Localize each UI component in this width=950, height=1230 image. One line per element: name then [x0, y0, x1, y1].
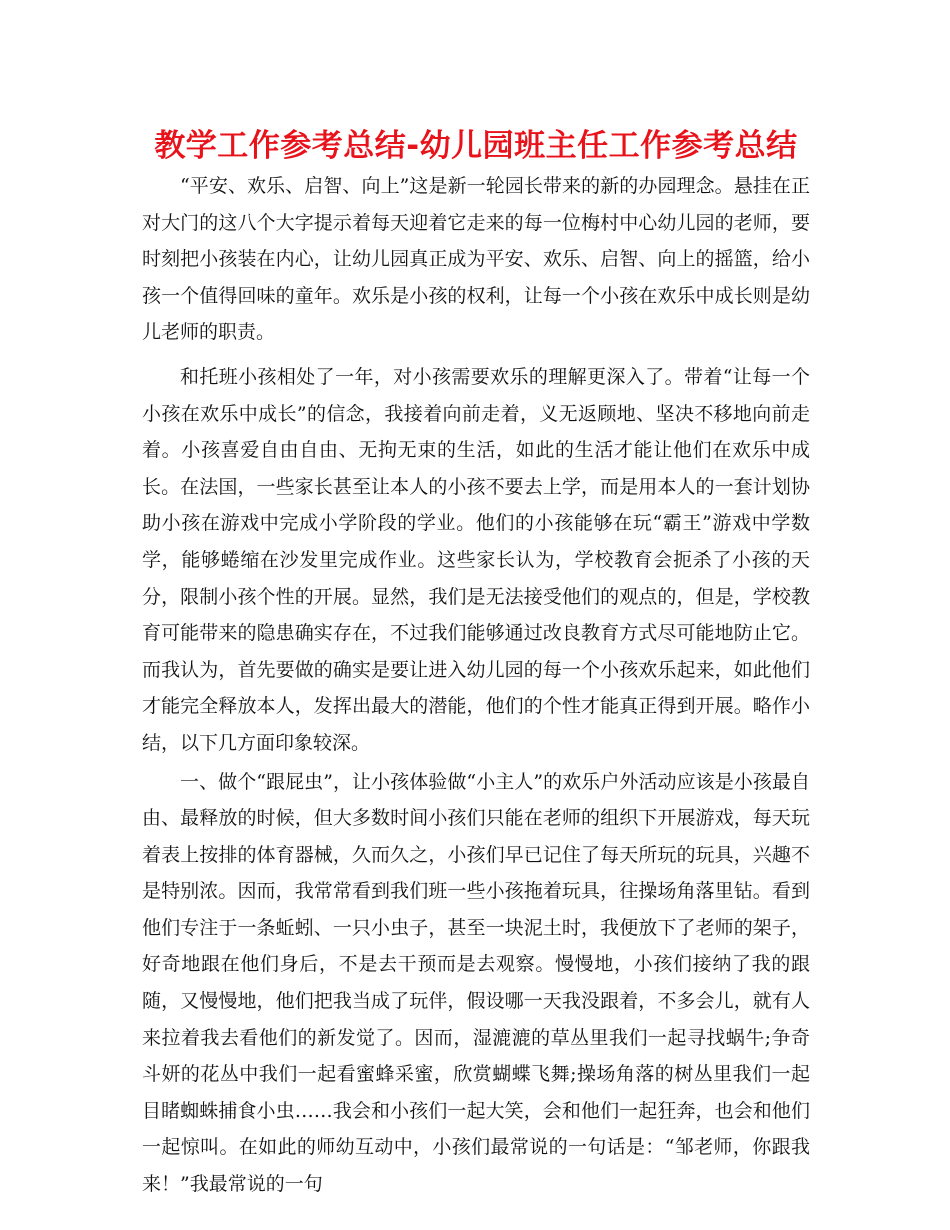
document-title: 教学工作参考总结-幼儿园班主任工作参考总结 [154, 128, 798, 164]
paragraph-experience: 和托班小孩相处了一年，对小孩需要欢乐的理解更深入了。带着“让每一个小孩在欢乐中成长”的信念，我接着向前走着，义无返顾地、坚决不移地向前走着。小孩喜爱自由自由、无拘无束的生活，如此的生活才能让他们在欢乐中成长。在法国，一些家长甚至让本人的小孩不要去上学，而是用本人的一套计划协助小孩在游戏中完成小学阶段的学业。他们的小孩能够在玩“霸王”游戏中学数学，能够蜷缩在沙发里完成作业。这些家长认为，学校教育会扼杀了小孩的天分，限制小孩个性的开展。显然，我们是无法接受他们的观点的，但是，学校教育可能带来的隐患确实存在，不过我们能够通过改良教育方式尽可能地防止它。而我认为，首先要做的确实是要让进入幼儿园的每一个小孩欢乐起来，如此他们才能完全释放本人，发挥出最大的潜能，他们的个性才能真正得到开展。略作小结，以下几方面印象较深。 [142, 365, 810, 754]
document-page [142, 124, 810, 1203]
paragraph-intro: “平安、欢乐、启智、向上”这是新一轮园长带来的新的办园理念。悬挂在正对大门的这八个大字提示着每天迎着它走来的每一位梅村中心幼儿园的老师，要时刻把小孩装在内心，让幼儿园真正成为平安、欢乐、启智、向上的摇篮，给小孩一个值得回味的童年。欢乐是小孩的权利，让每一个小孩在欢乐中成长则是幼儿老师的职责。 [142, 175, 810, 344]
paragraph-section-one: 一、做个“跟屁虫”，让小孩体验做“小主人”的欢乐户外活动应该是小孩最自由、最释放的时候，但大多数时间小孩们只能在老师的组织下开展游戏，每天玩着表上按排的体育器械，久而久之，小孩们早已记住了每天所玩的玩具，兴趣不是特别浓。因而，我常常看到我们班一些小孩拖着玩具，往操场角落里钻。看到他们专注于一条蚯蚓、一只小虫子，甚至一块泥土时，我便放下了老师的架子，好奇地跟在他们身后，不是去干预而是去观察。慢慢地，小孩们接纳了我的跟随，又慢慢地，他们把我当成了玩伴，假设哪一天我没跟着，不多会儿，就有人来拉着我去看他们的新发觉了。因而，湿漉漉的草丛里我们一起寻找蜗牛;争奇斗妍的花丛中我们一起看蜜蜂采蜜，欣赏蝴蝶飞舞;操场角落的树丛里我们一起目睹蜘蛛捕食小虫……我会和小孩们一起大笑，会和他们一起狂奔，也会和他们一起惊叫。在如此的师幼互动中，小孩们最常说的一句话是：“邹老师，你跟我来！”我最常说的一句 [142, 770, 810, 1196]
